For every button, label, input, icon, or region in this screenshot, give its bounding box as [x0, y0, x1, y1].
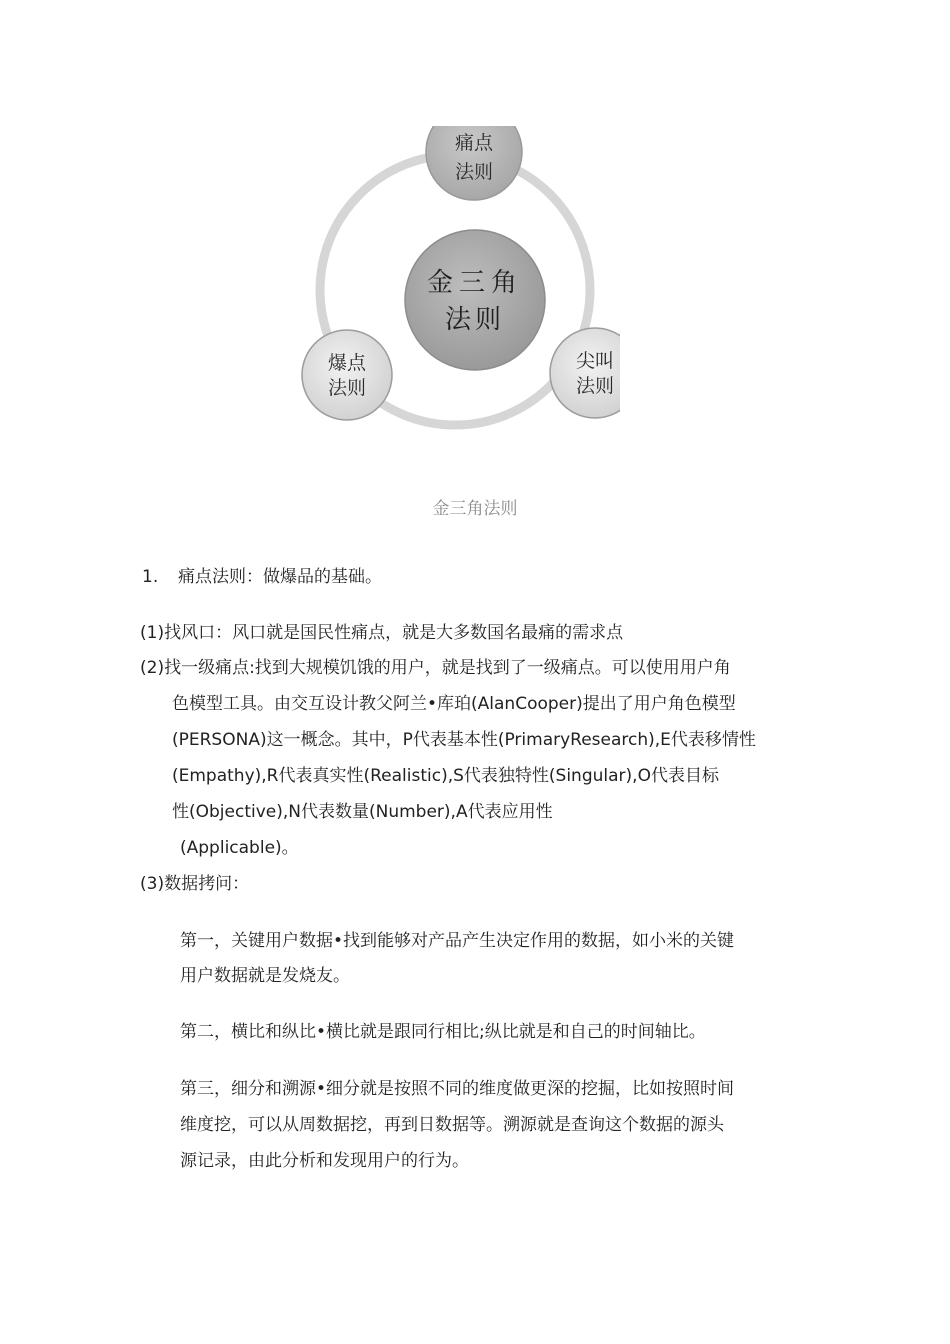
heading-text: 痛点法则：做爆品的基础。	[178, 567, 382, 587]
paragraph-1-line2: 用户数据就是发烧友。	[180, 966, 350, 986]
list-item-2-line4: (Empathy),R代表真实性(Realistic),S代表独特性(Singular),O代表目标	[172, 766, 719, 786]
right-circle-label-line2: 法则	[575, 375, 615, 397]
list-item-2-line3: (PERSONA)这一概念。其中，P代表基本性(PrimaryResearch),E代表移情性	[172, 730, 756, 750]
list-item-2-line2: 色模型工具。由交互设计教父阿兰•库珀(AlanCooper)提出了用户角色模型	[172, 694, 736, 714]
paragraph-1-line1: 第一，关键用户数据•找到能够对产品产生决定作用的数据，如小米的关键	[180, 931, 735, 951]
center-circle	[405, 230, 545, 370]
list-item-2-line5: 性(Objective),N代表数量(Number),A代表应用性	[172, 802, 553, 822]
paragraph-2-line1: 第二，横比和纵比•横比就是跟同行相比;纵比就是和自己的时间轴比。	[180, 1022, 706, 1042]
top-circle-label-line2: 法则	[454, 161, 494, 183]
paragraph-3-line2: 维度挖，可以从周数据挖，再到日数据等。溯源就是查询这个数据的源头	[180, 1115, 724, 1135]
center-circle-label-line2: 法则	[444, 305, 506, 335]
center-circle-label-line1: 金三角	[426, 268, 524, 298]
paragraph-3-line3: 源记录，由此分析和发现用户的行为。	[180, 1151, 469, 1171]
left-circle-label-line2: 法则	[327, 377, 367, 399]
paragraph-3-line1: 第三，细分和溯源•细分就是按照不同的维度做更深的挖掘，比如按照时间	[180, 1079, 735, 1099]
list-item-2-line1: (2)找一级痛点:找到大规模饥饿的用户，就是找到了一级痛点。可以使用用户角	[140, 658, 731, 678]
list-item-2-line6: (Applicable)。	[180, 838, 299, 858]
left-circle	[302, 330, 392, 420]
figure-caption: 金三角法则	[432, 499, 518, 519]
top-circle-label-line1: 痛点	[454, 132, 494, 154]
list-item-1: (1)找风口：风口就是国民性痛点，就是大多数国名最痛的需求点	[140, 623, 624, 643]
heading-number: 1.	[142, 567, 159, 587]
right-circle	[550, 328, 620, 418]
golden-triangle-diagram	[290, 118, 620, 458]
top-circle	[426, 118, 522, 200]
list-item-3: (3)数据拷问：	[140, 874, 250, 894]
right-circle-label-line1: 尖叫	[575, 350, 615, 372]
left-circle-label-line1: 爆点	[327, 352, 367, 374]
